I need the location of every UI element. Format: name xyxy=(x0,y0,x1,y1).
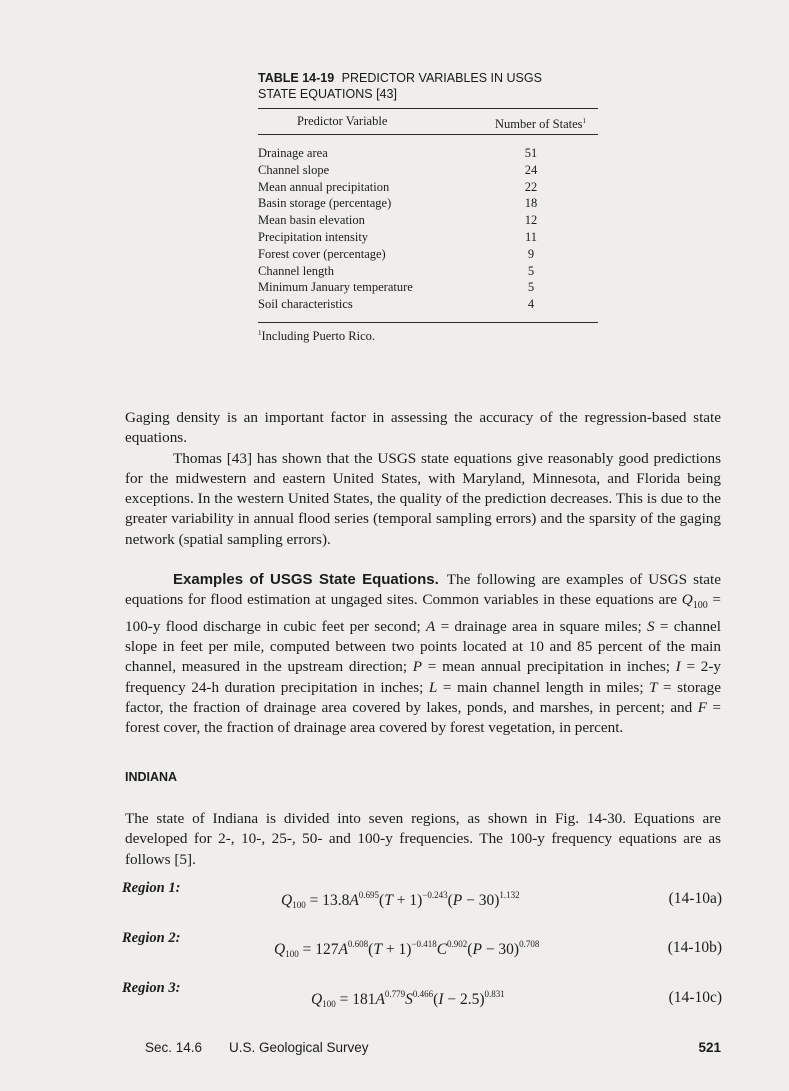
table-caption xyxy=(258,70,598,102)
equation-region-2 xyxy=(122,930,722,959)
paragraph-thomas: Thomas [43] has shown that the USGS state equations give reasonably good predictions for the midwestern and eastern United States, with Maryland, Minnesota, and Florida being exceptions. In the western United States, the quality of the prediction decreases. This is due to the greater variability in annual flood series (temporal sampling errors) and the sparsity of the gaging network (spatial sampling errors). xyxy=(125,449,721,548)
paragraph-gaging-density: Gaging density is an important factor in assessing the accuracy of the regression-based state equations. xyxy=(125,409,721,447)
region-label: Region 3: xyxy=(122,980,181,996)
table-header xyxy=(258,109,598,134)
table-row: Minimum January temperature 5 xyxy=(258,280,535,295)
page-number: 521 xyxy=(698,1040,721,1055)
table-row: Precipitation intensity 11 xyxy=(258,229,538,244)
table-row: Forest cover (percentage) 9 xyxy=(258,246,535,261)
paragraph-examples: Examples of USGS State Equations. The following are examples of USGS state equations for flood estimation at ungaged sites. Common variables in these equations are $Q_{100} = 100-y$ flood discharge in cubic feet per second; A = drainage area in square miles; S = channel slope in feet per mile, computed between two points located at 10 and 85 percent of the main channel, measured in the upstream direction; P = mean annual precipitation in inches; I = 2-y frequency 24-h duration precipitation in inches; L = main channel length in miles; T = storage factor, the fraction of drainage area covered by lakes, ponds, and marshes, in percent; and F = forest cover, the fraction of drainage area covered by forest vegetation, in percent. xyxy=(125,571,721,737)
equation-region-3 xyxy=(122,980,722,1009)
table-row: Channel length 5 xyxy=(258,263,535,278)
paragraph-indiana: The state of Indiana is divided into seven regions, as shown in Fig. 14-30. Equations are developed for 2-, 10-, 25-, 50- and 100-y frequencies. The 100-y frequency equations are as follows [5]. xyxy=(125,810,721,868)
table-title-line2: STATE EQUATIONS [43] xyxy=(258,87,397,101)
equation-number: (14-10a) xyxy=(668,890,722,907)
table-title-line1: PREDICTOR VARIABLES IN USGS xyxy=(341,71,542,85)
table-body xyxy=(258,135,598,322)
predictor-variables-table xyxy=(258,70,598,344)
page-footer xyxy=(145,1040,721,1058)
formula: $Q_{100} = 181A^{0.779}S^{0.466}(I - 2.5)^{0.831}$ xyxy=(311,989,505,1009)
table-row: Mean basin elevation 12 xyxy=(258,213,538,228)
body-text-examples xyxy=(125,570,721,738)
table-row: Channel slope 24 xyxy=(258,162,538,177)
table-bottom-rule xyxy=(258,322,598,323)
table-number: TABLE 14-19 xyxy=(258,71,335,85)
equation-number: (14-10c) xyxy=(668,989,722,1006)
table-row: Drainage area 51 xyxy=(258,146,538,160)
table-row: Basin storage (percentage) 18 xyxy=(258,196,538,211)
body-text-intro xyxy=(125,408,721,550)
indiana-heading: INDIANA xyxy=(125,770,178,784)
column-header-count: Number of States$^1$ xyxy=(495,117,586,131)
table-footnote: $^1$Including Puerto Rico. xyxy=(258,328,376,343)
examples-heading: Examples of USGS State Equations. xyxy=(173,571,439,588)
region-label: Region 1: xyxy=(122,880,181,896)
table-row: Soil characteristics 4 xyxy=(258,297,535,312)
formula: $Q_{100} = 13.8A^{0.695}(T + 1)^{-0.243}(P - 30)^{1.132}$ xyxy=(281,890,520,910)
body-text-indiana xyxy=(125,809,721,870)
column-header-variable: Predictor Variable xyxy=(297,114,388,128)
equation-region-1 xyxy=(122,880,722,910)
formula: $Q_{100} = 127A^{0.608}(T + 1)^{-0.418}C^{0.902}(P - 30)^{0.708}$ xyxy=(274,939,540,959)
table-row: Mean annual precipitation 22 xyxy=(258,179,538,194)
region-label: Region 2: xyxy=(122,930,181,946)
running-head: U.S. Geological Survey xyxy=(229,1040,369,1055)
section-reference: Sec. 14.6 xyxy=(145,1040,203,1055)
equation-number: (14-10b) xyxy=(667,939,722,956)
